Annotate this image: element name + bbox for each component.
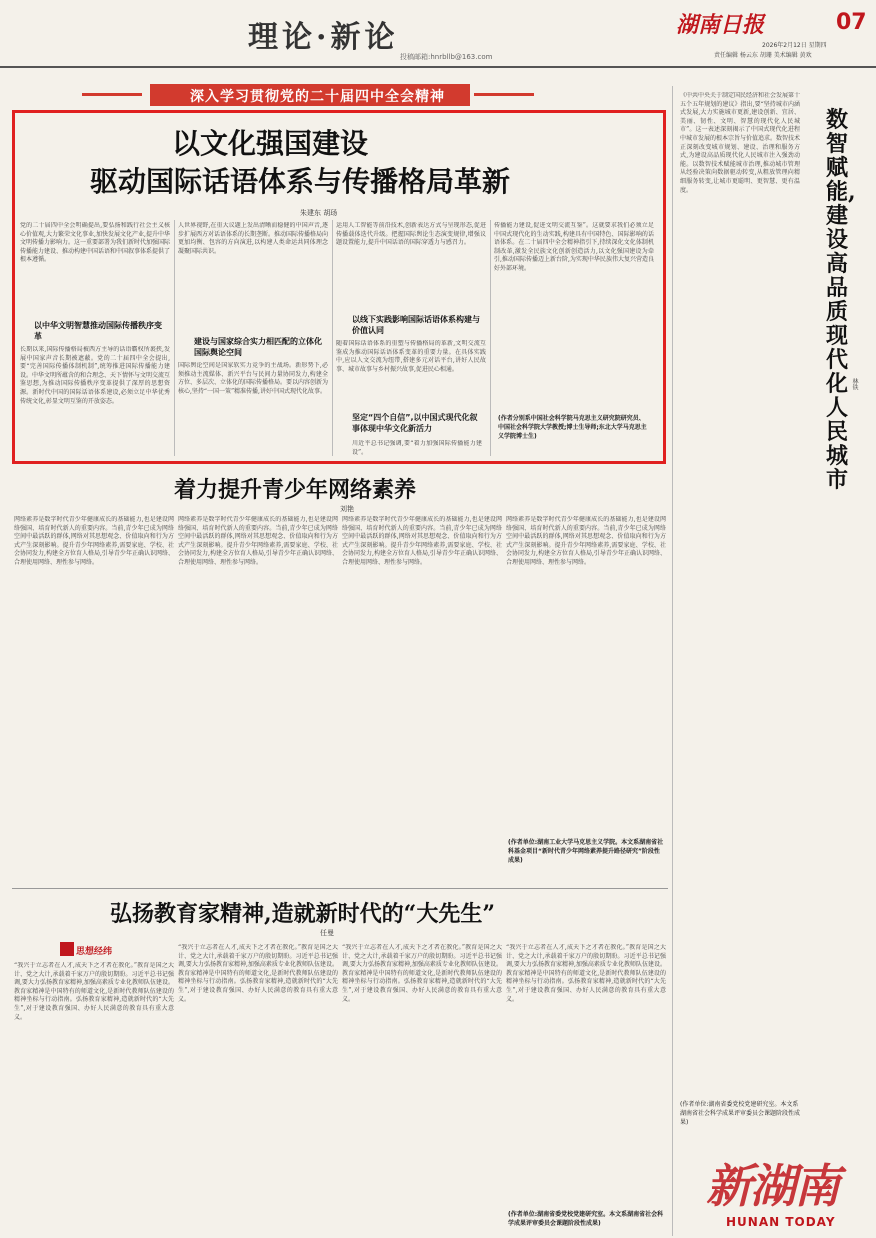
featured-col1-intro: 党的二十届四中全会明确提出,要弘扬和践行社会主义核心价值观,大力繁荣文化事业,加快发展文化产业,提升中华文明传播力影响力。这一重要部署为我们新时代加强国际传播能力建设、推动构建中国话语和中国叙事体系提供了根本遵循。 (20, 222, 170, 264)
masthead (0, 0, 876, 82)
featured-col2-body: 人世界视野,在重大议题上发出清晰而稳健的中国声音,逐步扩展西方对话语体系的长期垄断。推动国际传播格局向更加均衡、包容的方向演进,以构建人类命运共同体理念凝聚国际共识。 (178, 222, 328, 255)
featured-article-title-line1[interactable]: 以文化强国建设 (172, 127, 369, 160)
featured-article-title-line2[interactable]: 驱动国际话语体系与传播格局革新 (90, 165, 511, 198)
editors-line: 责任编辑 杨云东 胡珊 美术编辑 黄欢 (714, 52, 812, 59)
column-rule (490, 220, 491, 456)
banner-left-bar (82, 93, 142, 96)
featured-col3-body: 运用人工智能等前沿技术,创新表达方式与呈现形态,促进传播载体迭代升级。把握国际舆论生态演变规律,增强议题设置能力,提升中国话语的国际穿透力与感召力。 (336, 222, 486, 247)
featured-col3-box-body: 川近平总书记强调,要“着力加强国际传播能力建设”。 (352, 440, 482, 456)
topic-banner-text: 深入学习贯彻党的二十届四中全会精神 (190, 89, 445, 105)
header-divider (0, 66, 876, 68)
article2-note: (作者单位:湖南工业大学马克思主义学院。本文系湖南省社科基金项目“新时代青少年网络素养提升路径研究”阶段性成果) (508, 839, 664, 864)
submission-email: 投稿邮箱:hnrbllb@163.com (400, 53, 493, 61)
right-column-title[interactable]: 数智赋能,建设高品质现代化人民城市 (826, 107, 856, 493)
featured-col3-subhead: 以线下实践影响国际话语体系构建与价值认同 (352, 315, 480, 335)
page-number: 07 (836, 10, 867, 35)
article3-col2: “我兴于立志者在人才,成天下之才者在教化。”教育是国之大计、党之大计,承载着千家万户的殷切期盼。习近平总书记强调,要大力弘扬教育家精神,加强高素质专业化教师队伍建设。教育家精神是中国特有的师道文化,是新时代教师队伍建设的精神坐标与行动指南。弘扬教育家精神,造就新时代的“大先生”,对于建设教育强国、办好人民满意的教育具有重大意义。 (178, 944, 338, 1003)
article3-title[interactable]: 弘扬教育家精神,造就新时代的“大先生” (110, 901, 495, 927)
article2-col4: 网络素养是数字时代青少年健康成长的基础能力,也是建设网络强国、培育时代新人的重要内容。当前,青少年已成为网络空间中最活跃的群体,网络对其思想观念、价值取向和行为方式产生深刻影响。提升青少年网络素养,需要家庭、学校、社会协同发力,构建全方位育人格局,引导青少年正确认识网络、合理使用网络、理性参与网络。 (506, 516, 666, 566)
newspaper-logo: 湖南日报 (676, 12, 765, 38)
featured-col4-body: 传播能力建设,促进文明交流互鉴”。这就要求我们必须立足中国式现代化的生动实践,构建具有中国特色、国际影响的话语体系。在二十届四中全会精神指引下,持续深化文化体制机制改革,激发全民族文化创新创造活力,以文化强国建设为牵引,推动国际传播迈上新台阶,为实现中华民族伟大复兴营造良好外部环境。 (494, 222, 654, 272)
article2-col1: 网络素养是数字时代青少年健康成长的基础能力,也是建设网络强国、培育时代新人的重要内容。当前,青少年已成为网络空间中最活跃的群体,网络对其思想观念、价值取向和行为方式产生深刻影响。提升青少年网络素养,需要家庭、学校、社会协同发力,构建全方位育人格局,引导青少年正确认识网络、合理使用网络、理性参与网络。 (14, 516, 174, 566)
featured-col1-subhead: 以中华文明智慧推动国际传播秩序变革 (34, 321, 162, 341)
watermark-subtitle: HUNAN TODAY (726, 1215, 836, 1229)
column-rule (332, 220, 333, 456)
column-rule (174, 220, 175, 456)
article3-col4: “我兴于立志者在人才,成天下之才者在教化。”教育是国之大计、党之大计,承载着千家万户的殷切期盼。习近平总书记强调,要大力弘扬教育家精神,加强高素质专业化教师队伍建设。教育家精神是中国特有的师道文化,是新时代教师队伍建设的精神坐标与行动指南。弘扬教育家精神,造就新时代的“大先生”,对于建设教育强国、办好人民满意的教育具有重大意义。 (506, 944, 666, 1003)
section-divider (12, 888, 668, 889)
right-column-note: (作者单位:湖南省委党校党建研究室。本文系湖南省社会科学成果评审委员会课题阶段性成果) (680, 1101, 801, 1126)
featured-col2-body2: 国际舆论空间是国家软实力竞争的主战场。新形势下,必须推动主流媒体、新兴平台与民间力量协同发力,构建全方位、多层次、立体化的国际传播格局。要以内容创新为核心,坚持“一国一策”精准传播,讲好中国式现代化故事。 (178, 362, 328, 395)
right-column-body: 《中共中央关于制定国民经济和社会发展第十五个五年规划的建议》指出,要“坚持城市内涵式发展,大力实施城市更新,建设创新、宜居、美丽、韧性、文明、智慧的现代化人民城市”。这一表述深刻揭示了中国式现代化进程中城市发展的根本宗旨与价值追求。数智技术正深刻改变城市规划、建设、治理和服务方式,为建设高品质现代化人民城市注入强劲动能。以数智技术赋能城市治理,推动城市管理从经验决策向数据驱动转变,从粗放管理向精细服务转变,让城市更聪明、更智慧、更有温度。 (680, 92, 800, 194)
watermark-logo: 新湖南 (706, 1159, 838, 1213)
issue-date: 2026年2月12日 星期四 (762, 42, 827, 49)
article2-col2: 网络素养是数字时代青少年健康成长的基础能力,也是建设网络强国、培育时代新人的重要内容。当前,青少年已成为网络空间中最活跃的群体,网络对其思想观念、价值取向和行为方式产生深刻影响。提升青少年网络素养,需要家庭、学校、社会协同发力,构建全方位育人格局,引导青少年正确认识网络、合理使用网络、理性参与网络。 (178, 516, 338, 566)
column-logo: 思想经纬 (76, 947, 113, 957)
right-column-rule (672, 86, 673, 1236)
column-logo-icon (60, 942, 74, 956)
right-column-author: 林铁 (851, 378, 858, 390)
featured-col1-body: 长期以来,国际传播格局被西方主导的话语霸权所裹挟,发展中国家声音长期被遮蔽。党的二十届四中全会提出,要“完善国际传播体制机制”,统筹推进国际传播能力建设。中华文明所蕴含的和合理念、天下情怀与文明交流互鉴思想,为推动国际传播秩序变革提供了深厚的思想资源。新时代中国的国际话语体系建设,必须立足中华优秀传统文化,彰显文明互鉴的开放姿态。 (20, 346, 170, 405)
featured-byline: 朱建东 胡玚 (300, 209, 338, 217)
article2-author: 刘艳 (340, 505, 354, 513)
article3-note: (作者单位:湖南省委党校党建研究室。本文系湖南省社会科学成果评审委员会课题阶段性成果) (508, 1211, 664, 1227)
featured-col3-body2: 随着国际话语体系的重塑与传播格局的革新,文明交流互鉴成为推动国际话语体系变革的重要力量。在具体实践中,应以人文交流为纽带,搭建多元对话平台,讲好人民故事、城市故事与乡村振兴故事,促进民心相通。 (336, 340, 486, 373)
featured-col3-box-subhead: 坚定“四个自信”,以中国式现代化叙事体现中华文化新活力 (352, 413, 478, 433)
featured-author-note: (作者分别系中国社会科学院马克思主义研究院研究员、中国社会科学院大学教授;博士生导师;东北大学马克思主义学院博士生) (498, 415, 647, 440)
article2-col3: 网络素养是数字时代青少年健康成长的基础能力,也是建设网络强国、培育时代新人的重要内容。当前,青少年已成为网络空间中最活跃的群体,网络对其思想观念、价值取向和行为方式产生深刻影响。提升青少年网络素养,需要家庭、学校、社会协同发力,构建全方位育人格局,引导青少年正确认识网络、合理使用网络、理性参与网络。 (342, 516, 502, 566)
featured-col2-subhead: 建设与国家综合实力相匹配的立体化国际舆论空间 (194, 337, 322, 357)
article3-col3: “我兴于立志者在人才,成天下之才者在教化。”教育是国之大计、党之大计,承载着千家万户的殷切期盼。习近平总书记强调,要大力弘扬教育家精神,加强高素质专业化教师队伍建设。教育家精神是中国特有的师道文化,是新时代教师队伍建设的精神坐标与行动指南。弘扬教育家精神,造就新时代的“大先生”,对于建设教育强国、办好人民满意的教育具有重大意义。 (342, 944, 502, 1003)
article2-title[interactable]: 着力提升青少年网络素养 (174, 477, 417, 503)
section-title: 理论·新论 (248, 20, 399, 55)
article3-author: 任曼 (320, 929, 334, 937)
banner-right-bar (474, 93, 534, 96)
article3-col1: “我兴于立志者在人才,成天下之才者在教化。”教育是国之大计、党之大计,承载着千家万户的殷切期盼。习近平总书记强调,要大力弘扬教育家精神,加强高素质专业化教师队伍建设。教育家精神是中国特有的师道文化,是新时代教师队伍建设的精神坐标与行动指南。弘扬教育家精神,造就新时代的“大先生”,对于建设教育强国、办好人民满意的教育具有重大意义。 (14, 962, 174, 1021)
